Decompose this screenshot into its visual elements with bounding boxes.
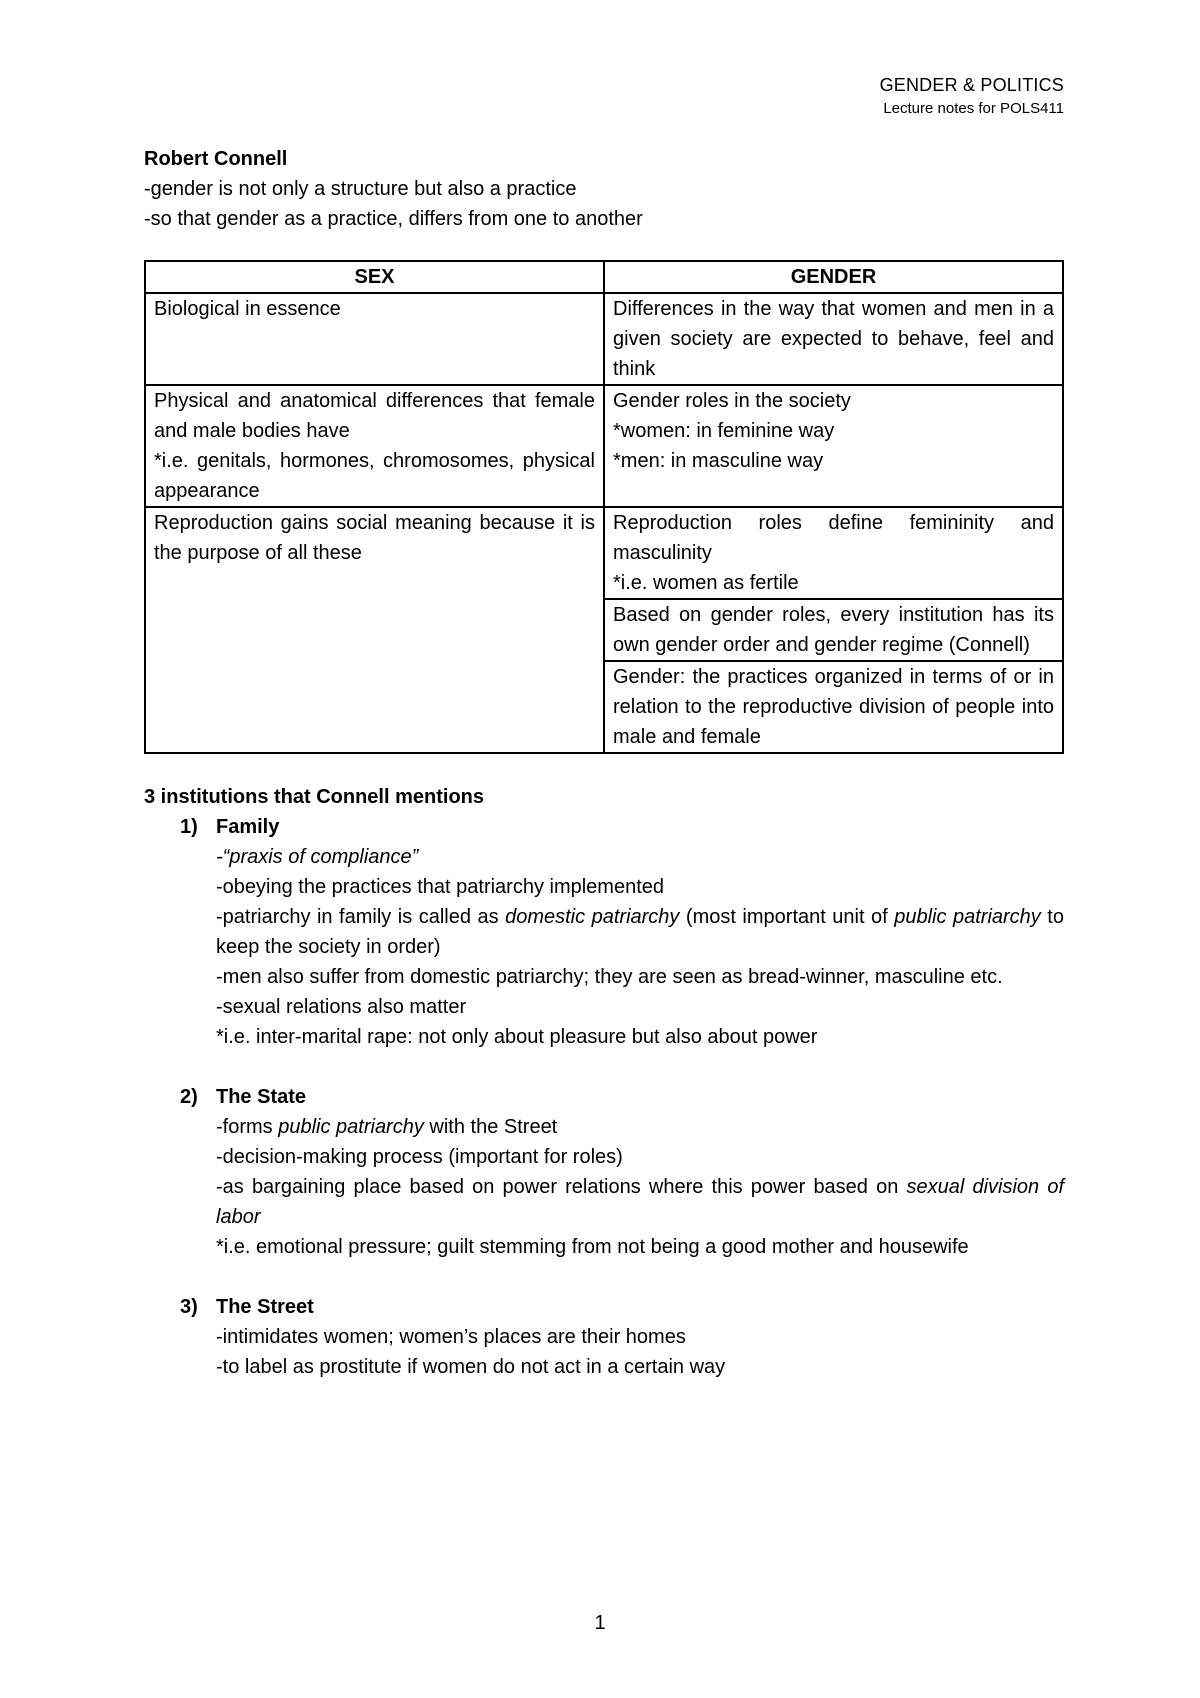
state-line: *i.e. emotional pressure; guilt stemming from not being a good mother and housewife xyxy=(216,1236,969,1258)
family-line: -men also suffer from domestic patriarchy; they are seen as bread-winner, masculine etc. xyxy=(216,966,1003,988)
intro-line: -so that gender as a practice, differs from one to another xyxy=(144,208,643,230)
sex-gender-table xyxy=(144,260,1064,754)
section-heading-institutions: 3 institutions that Connell mentions xyxy=(144,786,484,808)
table-row xyxy=(145,507,1063,599)
state-line: -as bargaining place based on power relations where this power based on sexual division of labor xyxy=(216,1176,1065,1228)
list-item-title: Family xyxy=(216,816,280,838)
document-body xyxy=(144,144,1064,1382)
list-number: 2) xyxy=(180,1086,198,1108)
sex-cell: Biological in essence xyxy=(145,293,604,385)
state-line: -decision-making process (important for roles) xyxy=(216,1146,623,1168)
page-number: 1 xyxy=(594,1612,606,1634)
street-line: -intimidates women; women’s places are their homes xyxy=(216,1326,686,1348)
gender-cell: Reproduction roles define femininity and masculinity *i.e. women as fertile xyxy=(604,507,1063,599)
gender-cell: Gender roles in the society *women: in feminine way *men: in masculine way xyxy=(604,385,1063,507)
list-item-title: The Street xyxy=(216,1296,314,1318)
list-number: 1) xyxy=(180,816,198,838)
header-title: GENDER & POLITICS xyxy=(879,75,1064,95)
family-line: -patriarchy in family is called as domestic patriarchy (most important unit of public patriarchy to keep the society in order) xyxy=(216,906,1064,958)
family-line: -sexual relations also matter xyxy=(216,996,467,1018)
list-item-title: The State xyxy=(216,1086,307,1108)
table-row xyxy=(145,385,1063,507)
table-row xyxy=(145,293,1063,385)
gender-cell: Based on gender roles, every institution has its own gender order and gender regime (Connell) xyxy=(604,599,1063,661)
state-line: -forms public patriarchy with the Street xyxy=(216,1116,558,1138)
family-line: -“praxis of compliance” xyxy=(216,846,419,868)
page-header xyxy=(880,72,1064,120)
sex-cell: Reproduction gains social meaning because it is the purpose of all these xyxy=(145,507,604,753)
section-heading-connell: Robert Connell xyxy=(144,148,288,170)
gender-cell: Gender: the practices organized in terms of or in relation to the reproductive division of people into male and female xyxy=(604,661,1063,753)
list-item-state xyxy=(180,1082,1064,1262)
family-line: *i.e. inter-marital rape: not only about pleasure but also about power xyxy=(216,1026,818,1048)
table-header-gender: GENDER xyxy=(604,261,1063,293)
header-subtitle: Lecture notes for POLS411 xyxy=(883,100,1064,117)
intro-line: -gender is not only a structure but also a practice xyxy=(144,178,577,200)
list-item-street xyxy=(180,1292,1064,1382)
family-line: -obeying the practices that patriarchy implemented xyxy=(216,876,665,898)
list-number: 3) xyxy=(180,1296,198,1318)
table-header-sex: SEX xyxy=(145,261,604,293)
sex-cell: Physical and anatomical differences that female and male bodies have *i.e. genitals, hormones, chromosomes, physical appearance xyxy=(145,385,604,507)
list-item-family xyxy=(180,812,1064,1052)
gender-cell: Differences in the way that women and men in a given society are expected to behave, feel and think xyxy=(604,293,1063,385)
street-line: -to label as prostitute if women do not act in a certain way xyxy=(216,1356,726,1378)
